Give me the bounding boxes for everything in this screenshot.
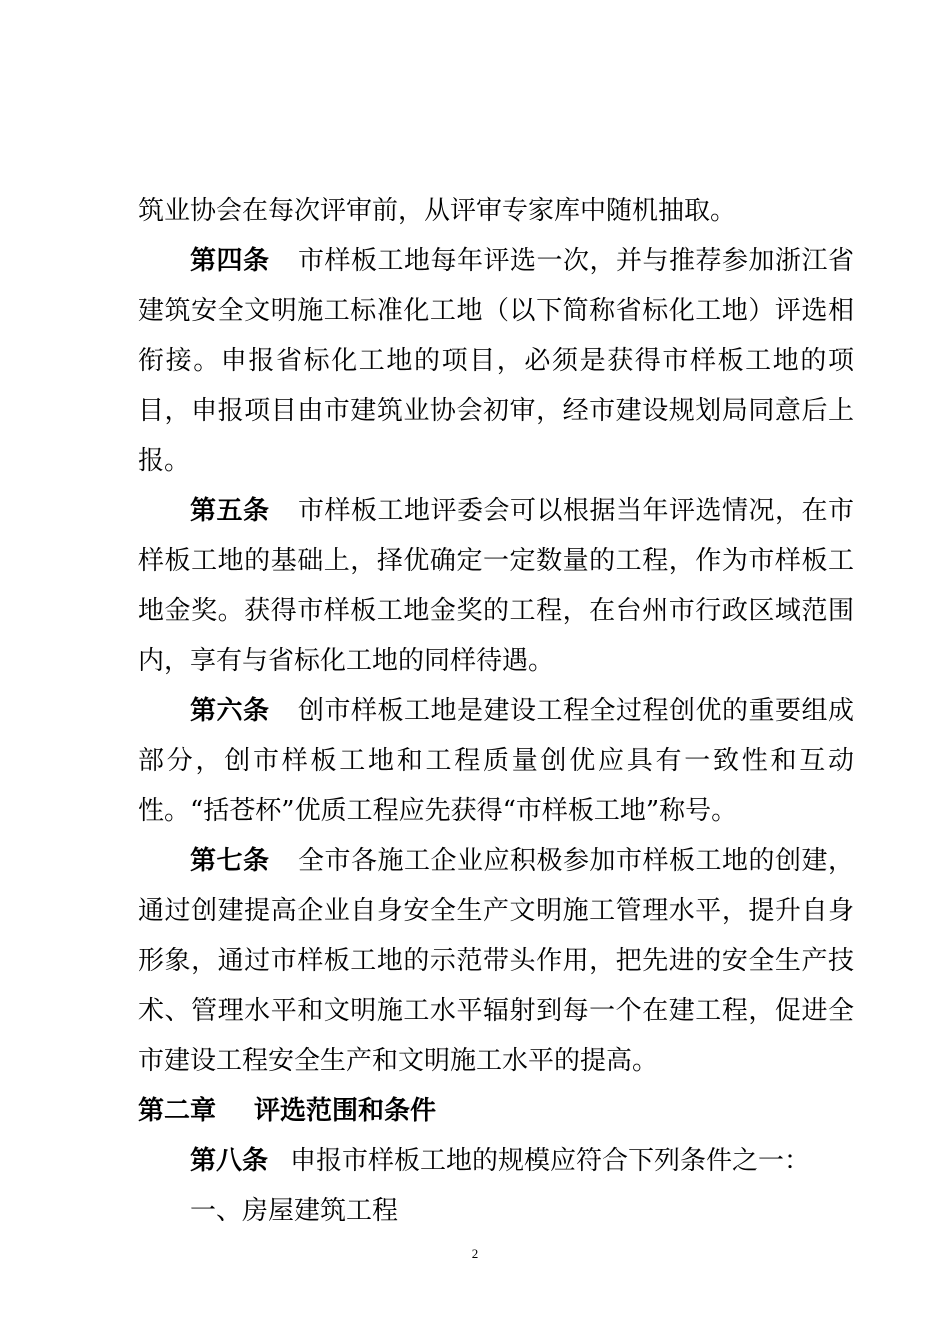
article-4 [138,236,854,486]
article-heading: 第四条 [190,246,270,276]
article-heading: 第八条 [190,1146,269,1176]
chapter-title: 评选范围和条件 [254,1096,437,1126]
paragraph-text: 筑业协会在每次评审前，从评审专家库中随机抽取。 [138,196,737,226]
list-item-heading [138,1186,854,1236]
article-text: 申报市样板工地的规模应符合下列条件之一： [290,1146,811,1176]
article-text: 市样板工地评委会可以根据当年评选情况，在市样板工地的基础上，择优确定一定数量的工程，作为市样板工地金奖。获得市样板工地金奖的工程，在台州市行政区域范围内，享有与省标化工地的同样待遇。 [138,496,854,676]
article-text: 全市各施工企业应积极参加市样板工地的创建，通过创建提高企业自身安全生产文明施工管理水平，提升自身形象，通过市样板工地的示范带头作用，把先进的安全生产技术、管理水平和文明施工水平辐射到每一个在建工程，促进全市建设工程安全生产和文明施工水平的提高。 [138,846,854,1076]
article-text: 市样板工地每年评选一次，并与推荐参加浙江省建筑安全文明施工标准化工地（以下简称省标化工地）评选相衔接。申报省标化工地的项目，必须是获得市样板工地的项目，申报项目由市建筑业协会初审，经市建设规划局同意后上报。 [138,246,854,476]
article-6 [138,686,854,836]
paragraph-continuation [138,186,854,236]
list-item-text: 一、房屋建筑工程 [190,1196,399,1226]
chapter-number: 第二章 [138,1096,217,1126]
article-text: 创市样板工地是建设工程全过程创优的重要组成部分，创市样板工地和工程质量创优应具有一致性和互动性。“括苍杯”优质工程应先获得“市样板工地”称号。 [138,696,854,826]
article-5 [138,486,854,686]
document-body [138,186,854,1236]
article-8 [138,1136,854,1186]
article-heading: 第七条 [190,846,270,876]
article-7 [138,836,854,1086]
article-heading: 第五条 [190,496,270,526]
article-heading: 第六条 [190,696,270,726]
chapter-heading [138,1086,854,1136]
page-number: 2 [471,1246,479,1261]
